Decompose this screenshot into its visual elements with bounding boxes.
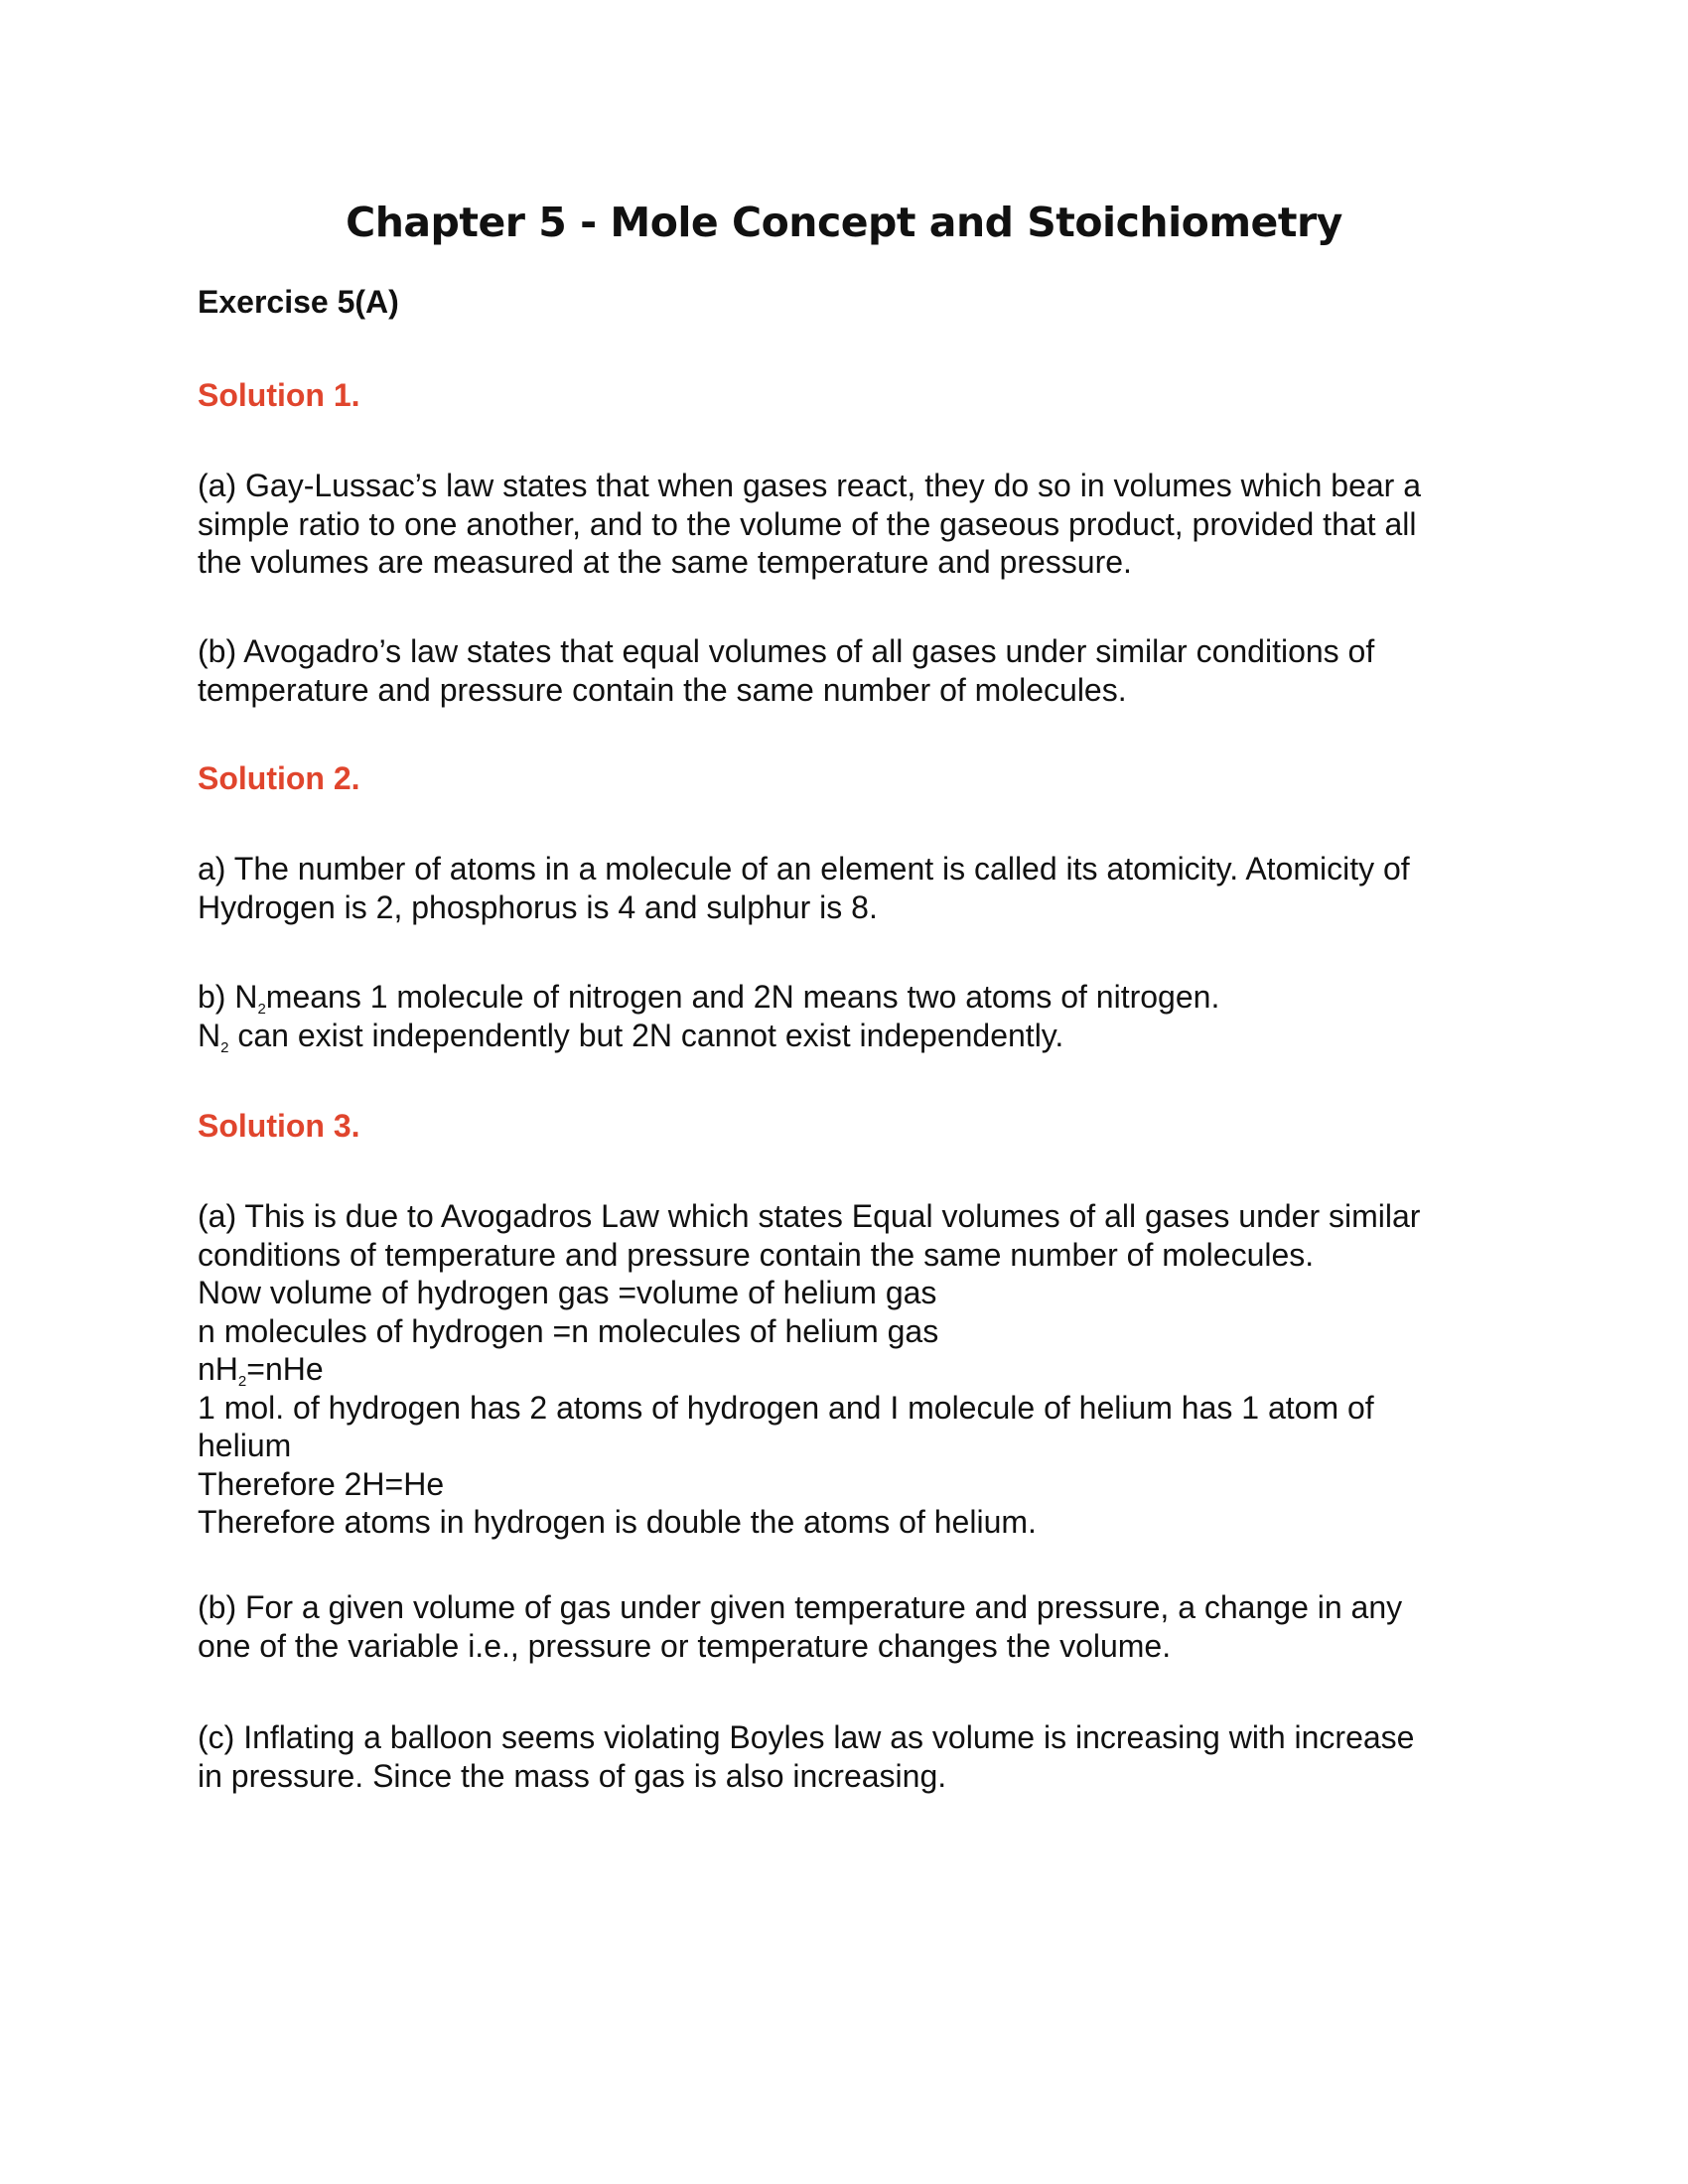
formula-rest: means 1 molecule of nitrogen and 2N means two atoms of nitrogen. xyxy=(265,979,1220,1015)
text-line: (c) Inflating a balloon seems violating Boyles law as volume is increasing with increase xyxy=(198,1719,1415,1755)
solution-2-part-a xyxy=(198,850,1498,926)
solution-3-part-c xyxy=(198,1718,1498,1795)
text-line: the volumes are measured at the same temperature and pressure. xyxy=(198,544,1132,580)
text-line: temperature and pressure contain the same number of molecules. xyxy=(198,671,1127,708)
solution-1-part-b xyxy=(198,632,1498,709)
text-line: (b) Avogadro’s law states that equal volumes of all gases under similar conditions of xyxy=(198,633,1375,669)
text-line: 1 mol. of hydrogen has 2 atoms of hydrogen and I molecule of helium has 1 atom of xyxy=(198,1389,1374,1426)
formula-line xyxy=(198,978,1498,1017)
text-line: a) The number of atoms in a molecule of an element is called its atomicity. Atomicity of xyxy=(198,851,1410,887)
formula-prefix: N xyxy=(198,1017,221,1053)
formula-line xyxy=(198,1350,1498,1389)
text-line: conditions of temperature and pressure contain the same number of molecules. xyxy=(198,1236,1315,1273)
text-line: Now volume of hydrogen gas =volume of helium gas xyxy=(198,1275,937,1310)
text-line: in pressure. Since the mass of gas is also increasing. xyxy=(198,1757,947,1794)
solution-1-part-a xyxy=(198,467,1498,582)
solution-3-heading: Solution 3. xyxy=(198,1108,360,1144)
solution-2-part-b xyxy=(198,978,1498,1054)
formula-prefix: nH xyxy=(198,1351,238,1387)
formula-line xyxy=(198,1017,1498,1055)
solution-2-heading: Solution 2. xyxy=(198,760,360,796)
text-line: Therefore atoms in hydrogen is double the atoms of helium. xyxy=(198,1504,1037,1540)
subscript: 2 xyxy=(237,1373,247,1390)
solution-3-part-b xyxy=(198,1588,1498,1665)
formula-rest: =nHe xyxy=(246,1351,324,1387)
formula-rest: can exist independently but 2N cannot exist independently. xyxy=(228,1017,1064,1053)
text-line: (b) For a given volume of gas under given temperature and pressure, a change in any xyxy=(198,1589,1403,1625)
text-line: one of the variable i.e., pressure or temperature changes the volume. xyxy=(198,1627,1172,1664)
text-line: Hydrogen is 2, phosphorus is 4 and sulphur is 8. xyxy=(198,888,878,925)
formula-prefix: b) N xyxy=(198,979,258,1015)
subscript: 2 xyxy=(257,1001,266,1018)
text-line: simple ratio to one another, and to the volume of the gaseous product, provided that all xyxy=(198,505,1417,542)
text-line: n molecules of hydrogen =n molecules of helium gas xyxy=(198,1312,939,1349)
text-line: (a) This is due to Avogadros Law which states Equal volumes of all gases under similar xyxy=(198,1198,1421,1234)
page-title: Chapter 5 - Mole Concept and Stoichiometry xyxy=(346,199,1342,246)
subscript: 2 xyxy=(220,1038,229,1056)
text-line: (a) Gay-Lussac’s law states that when gases react, they do so in volumes which bear a xyxy=(198,468,1422,503)
exercise-heading: Exercise 5(A) xyxy=(198,284,399,320)
text-line: helium xyxy=(198,1428,292,1463)
text-line: Therefore 2H=He xyxy=(198,1465,445,1502)
solution-3-part-a xyxy=(198,1197,1498,1542)
solution-1-heading: Solution 1. xyxy=(198,377,360,413)
